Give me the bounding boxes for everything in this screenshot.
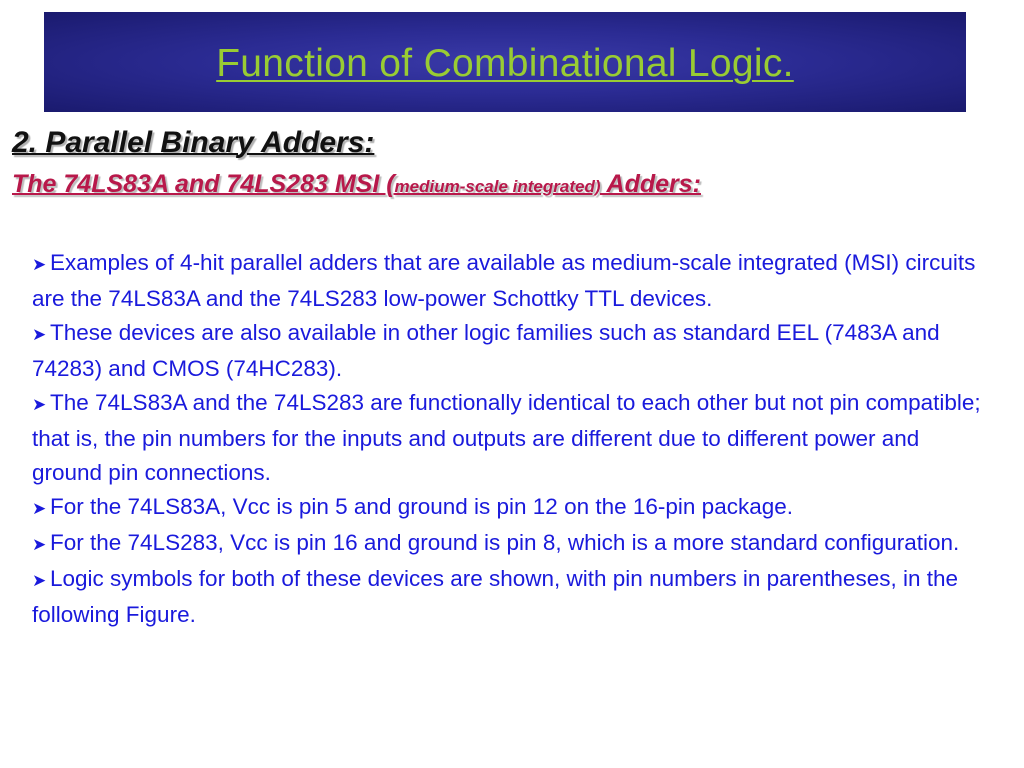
bullet-text: For the 74LS283, Vcc is pin 16 and ground is pin 8, which is a more standard configuration. — [50, 530, 960, 555]
bullet-text: These devices are also available in other logic families such as standard EEL (7483A and 74283) and CMOS (74HC283). — [32, 320, 940, 381]
slide-title: Function of Combinational Logic. — [216, 42, 794, 85]
title-banner — [44, 12, 966, 112]
arrow-bullet-icon: ➤ — [32, 325, 47, 344]
list-item — [32, 490, 982, 526]
subsection-heading-part1: The 74LS83A and 74LS283 MSI ( — [12, 170, 395, 198]
arrow-bullet-icon: ➤ — [32, 535, 47, 554]
bullet-list — [32, 246, 982, 632]
bullet-text: For the 74LS83A, Vcc is pin 5 and ground is pin 12 on the 16-pin package. — [50, 494, 793, 519]
list-item — [32, 526, 982, 562]
bullet-text: Examples of 4-hit parallel adders that are available as medium-scale integrated (MSI) circuits are the 74LS83A and the 74LS283 low-power Schottky TTL devices. — [32, 250, 976, 311]
section-heading: 2. Parallel Binary Adders: — [12, 126, 375, 159]
arrow-bullet-icon: ➤ — [32, 395, 47, 414]
arrow-bullet-icon: ➤ — [32, 571, 47, 590]
bullet-text: Logic symbols for both of these devices are shown, with pin numbers in parentheses, in the following Figure. — [32, 566, 958, 627]
list-item — [32, 386, 982, 490]
subsection-heading — [12, 170, 701, 199]
subsection-heading-part2: medium-scale integrated) — [394, 177, 601, 196]
subsection-heading-part3: Adders: — [600, 170, 701, 198]
arrow-bullet-icon: ➤ — [32, 255, 47, 274]
list-item — [32, 316, 982, 386]
bullet-text: The 74LS83A and the 74LS283 are functionally identical to each other but not pin compatible; that is, the pin numbers for the inputs and outputs are different due to different power and ground pin connections. — [32, 390, 981, 485]
arrow-bullet-icon: ➤ — [32, 499, 47, 518]
list-item — [32, 562, 982, 632]
list-item — [32, 246, 982, 316]
